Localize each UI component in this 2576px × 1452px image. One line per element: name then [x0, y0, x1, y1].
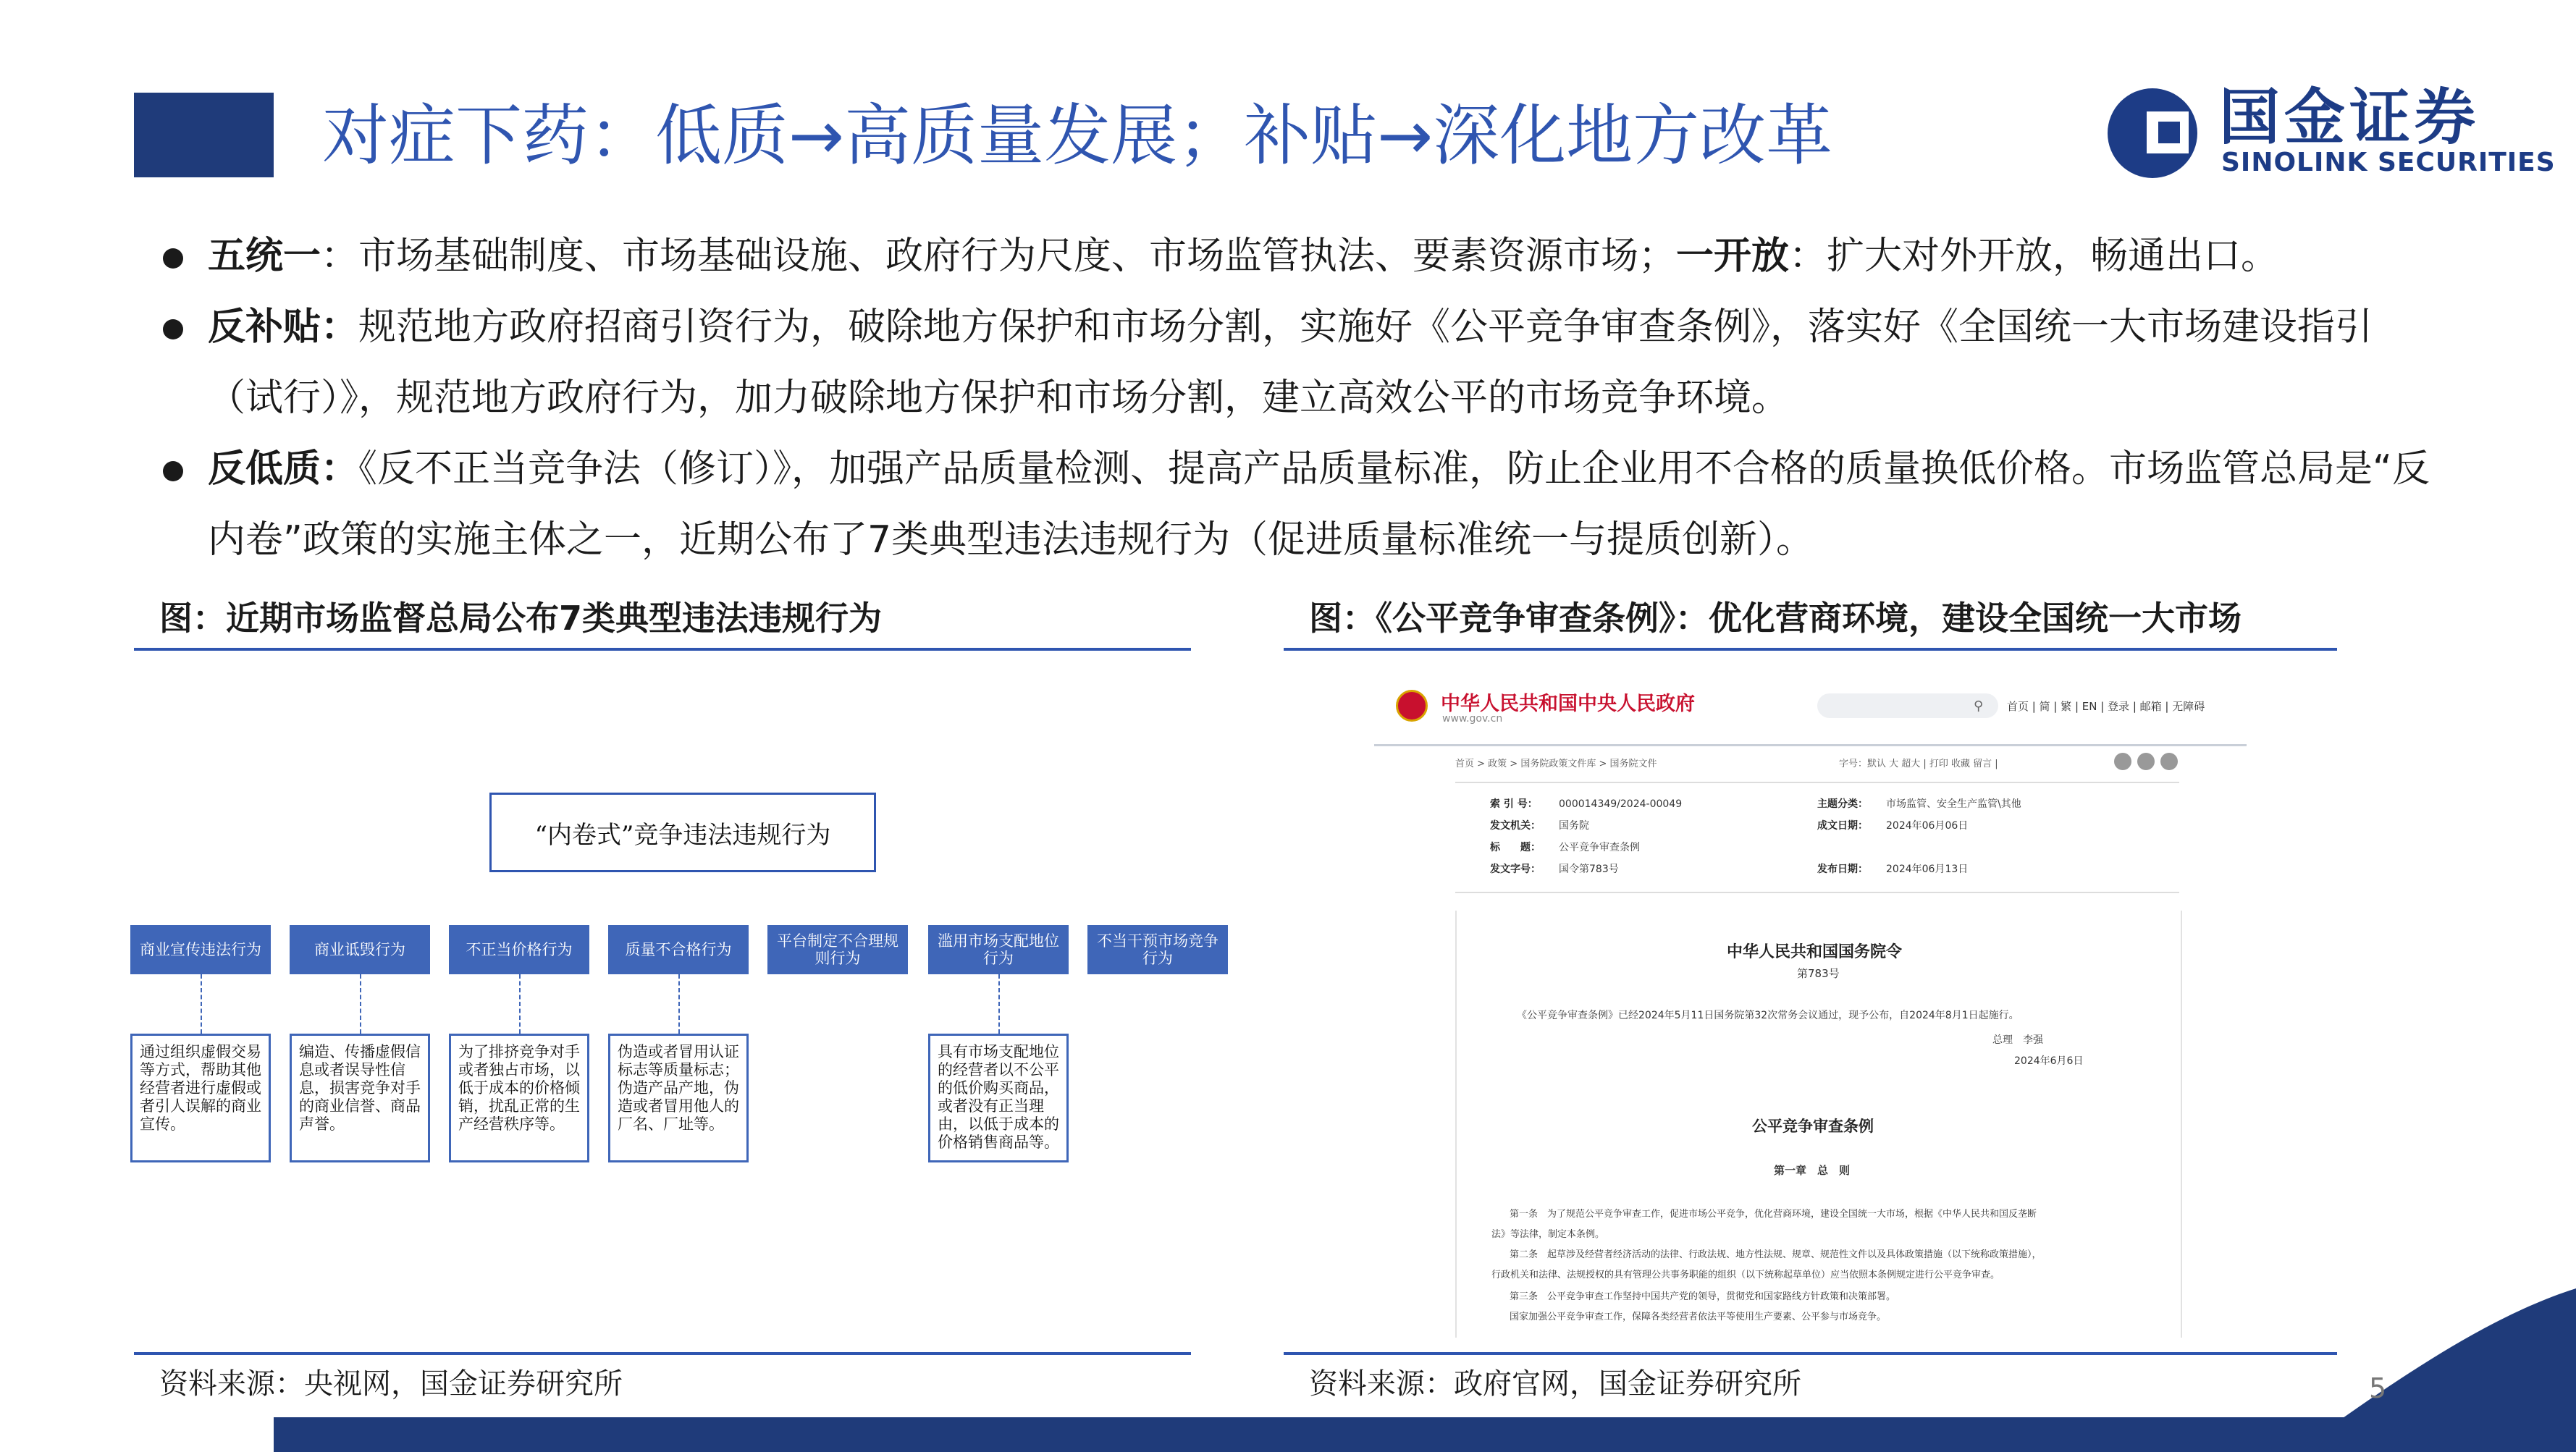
- bullet-item: [163, 221, 2436, 292]
- diagram-category: 不当干预市场竞争行为: [1087, 925, 1228, 974]
- page-title: 对症下药：低质→高质量发展；补贴→深化地方改革: [322, 97, 1833, 174]
- logo-english-name: SINOLINK SECURITIES: [2221, 148, 2556, 177]
- meta-label: 发文机关：: [1490, 820, 1541, 832]
- bullet-text: ：市场基础制度、市场基础设施、政府行为尺度、市场监管执法、要素资源市场；: [321, 235, 1677, 278]
- gov-search-input[interactable]: [1817, 693, 1998, 718]
- meta-value: 国务院: [1559, 820, 1589, 832]
- divider: [1284, 1352, 2337, 1355]
- gov-breadcrumb[interactable]: 首页 > 政策 > 国务院政策文件库 > 国务院文件: [1455, 759, 1657, 769]
- logo-chinese-name: 国金证券: [2219, 82, 2480, 153]
- sinolink-logo-icon: [2103, 81, 2212, 182]
- bullet-lead: 五统一: [208, 235, 321, 278]
- page-number: 5: [2369, 1372, 2387, 1404]
- meta-label: 主题分类：: [1817, 798, 1868, 810]
- gov-nav[interactable]: 首页 | 简 | 繁 | EN | 登录 | 邮箱 | 无障碍: [2007, 700, 2205, 713]
- footer-bar: [274, 1417, 2576, 1452]
- divider: [134, 1352, 1191, 1355]
- diagram-description: 编造、传播虚假信息或者误导性信息，损害竞争对手的商业信誉、商品声誉。: [290, 1034, 430, 1162]
- gov-doc-metadata: [1455, 782, 2179, 893]
- search-icon[interactable]: ⚲: [1974, 698, 1984, 714]
- meta-value: 国令第783号: [1559, 864, 1619, 875]
- doc-article-line: 第三条 公平竞争审查工作坚持中国共产党的领导，贯彻党和国家路线方针政策和决策部署。: [1510, 1291, 1896, 1302]
- bullet-item: [163, 434, 2436, 575]
- diagram-root-box: “内卷式”竞争违法违规行为: [489, 793, 876, 872]
- doc-heading: 中华人民共和国国务院令: [1727, 943, 1903, 961]
- diagram-category: 不正当价格行为: [449, 925, 589, 974]
- diagram-connector: [360, 974, 361, 1034]
- gov-site-name: 中华人民共和国中央人民政府: [1441, 693, 1695, 715]
- bullet-item: [163, 292, 2436, 434]
- diagram-connector: [201, 974, 202, 1034]
- bullet-text: 规范地方政府招商引资行为，破除地方保护和市场分割，实施好《公平竞争审查条例》，落实好《全国统一大市场建设指引（试行）》，规范地方政府行为，加力破除地方保护和市场分割，建立高效公平的市场竞争环境。: [208, 305, 2373, 420]
- diagram-category: 平台制定不合理规则行为: [767, 925, 908, 974]
- meta-label: 标 题：: [1490, 842, 1541, 853]
- bullet-lead: 反低质：: [208, 447, 359, 491]
- doc-article-line: 行政机关和法律、法规授权的具有管理公共事务职能的组织（以下统称起草单位）应当依照本条例规定进行公平竞争审查。: [1491, 1270, 2000, 1280]
- share-icon[interactable]: [2114, 753, 2131, 770]
- doc-title: 公平竞争审查条例: [1752, 1118, 1874, 1135]
- share-icon[interactable]: [2160, 753, 2178, 770]
- meta-value: 公平竞争审查条例: [1559, 842, 1640, 853]
- bullet-dot-icon: [163, 461, 183, 481]
- diagram-category: 商业宣传违法行为: [130, 925, 271, 974]
- share-icon[interactable]: [2137, 753, 2155, 770]
- figure-right-caption: 图：《公平竞争审查条例》：优化营商环境，建设全国统一大市场: [1309, 599, 2242, 638]
- national-emblem-icon: [1396, 690, 1428, 722]
- bullet-dot-icon: [163, 248, 183, 269]
- meta-value: 000014349/2024-00049: [1559, 798, 1683, 810]
- diagram-description: 为了排挤竞争对手或者独占市场，以低于成本的价格倾销，扰乱正常的生产经营秩序等。: [449, 1034, 589, 1162]
- diagram-category: 商业诋毁行为: [290, 925, 430, 974]
- doc-signature: 总理 李强: [1992, 1034, 2043, 1046]
- bullet-text-2: ：扩大对外开放，畅通出口。: [1789, 235, 2279, 278]
- diagram-connector: [519, 974, 521, 1034]
- doc-intro: 《公平竞争审查条例》已经2024年5月11日国务院第32次常务会议通过，现予公布，自2024年8月1日起施行。: [1517, 1010, 2019, 1021]
- figure-left-caption: 图：近期市场监督总局公布7类典型违法违规行为: [159, 599, 883, 638]
- doc-number: 第783号: [1797, 967, 1840, 980]
- diagram-category: 质量不合格行为: [608, 925, 749, 974]
- doc-sign-date: 2024年6月6日: [2014, 1055, 2084, 1067]
- bullet-lead-2: 一开放: [1676, 235, 1790, 278]
- diagram-description: 具有市场支配地位的经营者以不公平的低价购买商品，或者没有正当理由，以低于成本的价格销售商品等。: [928, 1034, 1069, 1162]
- diagram-description: 通过组织虚假交易等方式，帮助其他经营者进行虚假或者引人误解的商业宣传。: [130, 1034, 271, 1162]
- doc-chapter: 第一章 总 则: [1774, 1164, 1851, 1177]
- doc-article-line: 法》等法律，制定本条例。: [1491, 1229, 1605, 1240]
- title-accent-block: [134, 93, 274, 177]
- doc-article-line: 第二条 起草涉及经营者经济活动的法律、行政法规、地方性法规、规章、规范性文件以及具体政策措施（以下统称政策措施），: [1510, 1249, 2042, 1260]
- gov-toolbar[interactable]: 字号：默认 大 超大 | 打印 收藏 留言 |: [1839, 759, 1998, 769]
- diagram-connector: [998, 974, 1000, 1034]
- meta-label: 索 引 号：: [1490, 798, 1538, 810]
- diagram-category: 滥用市场支配地位行为: [928, 925, 1069, 974]
- meta-label: 发文字号：: [1490, 864, 1541, 875]
- meta-value: 市场监管、安全生产监管\其他: [1886, 798, 2021, 810]
- meta-label: 成文日期：: [1817, 820, 1868, 832]
- doc-article-line: 第一条 为了规范公平竞争审查工作，促进市场公平竞争，优化营商环境，建设全国统一大市场，根据《中华人民共和国反垄断: [1510, 1209, 2037, 1220]
- gov-site-url: www.gov.cn: [1442, 713, 1503, 725]
- diagram-description: 伪造或者冒用认证标志等质量标志；伪造产品产地，伪造或者冒用他人的厂名、厂址等。: [608, 1034, 749, 1162]
- source-note-left: 资料来源：央视网，国金证券研究所: [159, 1367, 623, 1401]
- doc-article-line: 国家加强公平竞争审查工作，保障各类经营者依法平等使用生产要素、公平参与市场竞争。: [1510, 1312, 1887, 1322]
- meta-value: 2024年06月06日: [1886, 820, 1969, 832]
- bullet-lead: 反补贴：: [208, 305, 359, 349]
- bullet-text: 《反不正当竞争法（修订）》，加强产品质量检测、提高产品质量标准，防止企业用不合格的质量换低价格。市场监管总局是“反内卷”政策的实施主体之一，近期公布了7类典型违法违规行为（促进质量标准统一与提质创新）。: [208, 447, 2430, 562]
- bullet-dot-icon: [163, 319, 183, 339]
- divider: [134, 648, 1191, 651]
- source-note-right: 资料来源：政府官网，国金证券研究所: [1309, 1367, 1801, 1401]
- divider: [1284, 648, 2337, 651]
- diagram-connector: [678, 974, 680, 1034]
- meta-label: 发布日期：: [1817, 864, 1868, 875]
- meta-value: 2024年06月13日: [1886, 864, 1969, 875]
